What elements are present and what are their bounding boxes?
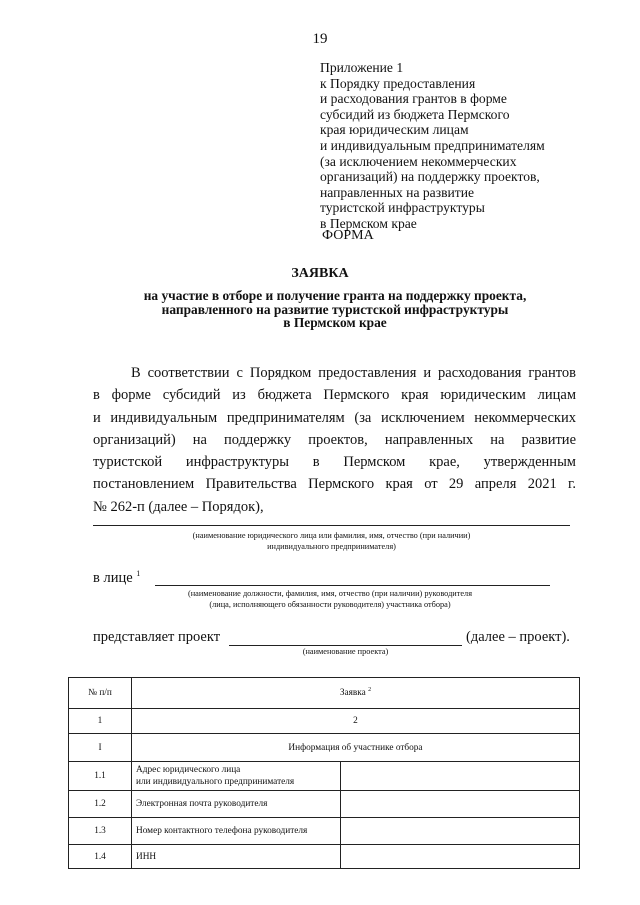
row-label: Электронная почта руководителя xyxy=(132,791,341,818)
project-caption: (наименование проекта) xyxy=(302,647,389,656)
table-header-row xyxy=(69,678,580,709)
intro-line: В соответствии с Порядком предоставления и расходования грантов xyxy=(131,365,576,381)
appendix-line: в Пермском крае xyxy=(320,215,417,231)
header-num: № п/п xyxy=(69,678,132,709)
applicant-caption: (наименование юридического лица или фамилия, имя, отчество (при наличии) индивидуального предпринимателя) xyxy=(192,531,471,551)
subtitle-line: на участие в отборе и получение гранта на поддержку проекта, xyxy=(143,288,527,303)
appendix-line: субсидий из бюджета Пермского xyxy=(320,106,510,122)
intro-line: и индивидуальным предпринимателям (за исключением некоммерческих xyxy=(93,409,576,426)
appendix-header xyxy=(320,60,620,232)
row-value-cell[interactable] xyxy=(341,845,580,869)
appendix-line: организаций) на поддержку проектов, xyxy=(320,169,540,185)
in-person-label: в лице $^1$ xyxy=(93,569,141,586)
row-label: Адрес юридического лица или индивидуального предпринимателя xyxy=(132,762,341,791)
appendix-line: и индивидуальным предпринимателям xyxy=(320,137,545,153)
table-section-row: I Информация об участнике отбора xyxy=(69,734,580,762)
project-suffix: (далее – проект). xyxy=(466,629,570,645)
table-row: 1.3 Номер контактного телефона руководителя xyxy=(69,818,580,845)
row-label: ИНН xyxy=(132,845,341,869)
row-value-cell[interactable] xyxy=(341,791,580,818)
appendix-line: края юридическим лицам xyxy=(320,122,469,138)
application-table xyxy=(68,677,580,869)
appendix-line: и расходования грантов в форме xyxy=(320,91,507,107)
representative-caption: (наименование должности, фамилия, имя, отчество (при наличии) руководителя (лица, исполняющего обязанности руководителя) участника отбора) xyxy=(187,589,473,609)
project-row xyxy=(93,629,220,646)
subtitle-line: направленного на развитие туристской инфраструктуры xyxy=(161,301,509,317)
representative-line[interactable] xyxy=(155,585,550,586)
row-value-cell[interactable] xyxy=(341,762,580,791)
document-subtitle xyxy=(80,289,590,330)
document-title: ЗАЯВКА xyxy=(291,266,349,281)
row-value-cell[interactable] xyxy=(341,818,580,845)
project-label: представляет проект xyxy=(93,629,221,645)
intro-line: организаций) на поддержку проектов, направленных на развитие xyxy=(93,431,576,448)
table-row: 1.4 ИНН xyxy=(69,845,580,869)
form-label: ФОРМА xyxy=(322,228,374,243)
table-row: 1.1 Адрес юридического лица или индивидуального предпринимателя xyxy=(69,762,580,791)
intro-paragraph xyxy=(93,362,576,518)
appendix-line: туристской инфраструктуры xyxy=(320,200,485,216)
intro-line: № 262-п (далее – Порядок), xyxy=(93,498,264,515)
subtitle-line: в Пермском крае xyxy=(283,315,387,330)
appendix-line: (за исключением некоммерческих xyxy=(320,153,517,169)
row-label: Номер контактного телефона руководителя xyxy=(132,818,341,845)
appendix-line: к Порядку предоставления xyxy=(320,75,476,91)
header-title: Заявка $^2$ xyxy=(132,678,580,709)
footnote-marker: 1 xyxy=(136,569,141,578)
intro-line: туристской инфраструктуры в Пермском крае, утвержденным xyxy=(93,454,576,471)
applicant-name-line[interactable] xyxy=(93,525,570,526)
appendix-line: Приложение 1 xyxy=(320,60,404,75)
page-number: 19 xyxy=(312,31,328,47)
intro-line: в форме субсидий из бюджета Пермского края юридическим лицам xyxy=(93,387,576,404)
intro-line: постановлением Правительства Пермского края от 29 апреля 2021 г. xyxy=(93,476,576,493)
table-row: 1.2 Электронная почта руководителя xyxy=(69,791,580,818)
appendix-line: направленных на развитие xyxy=(320,184,475,200)
table-index-row: 1 2 xyxy=(69,709,580,734)
